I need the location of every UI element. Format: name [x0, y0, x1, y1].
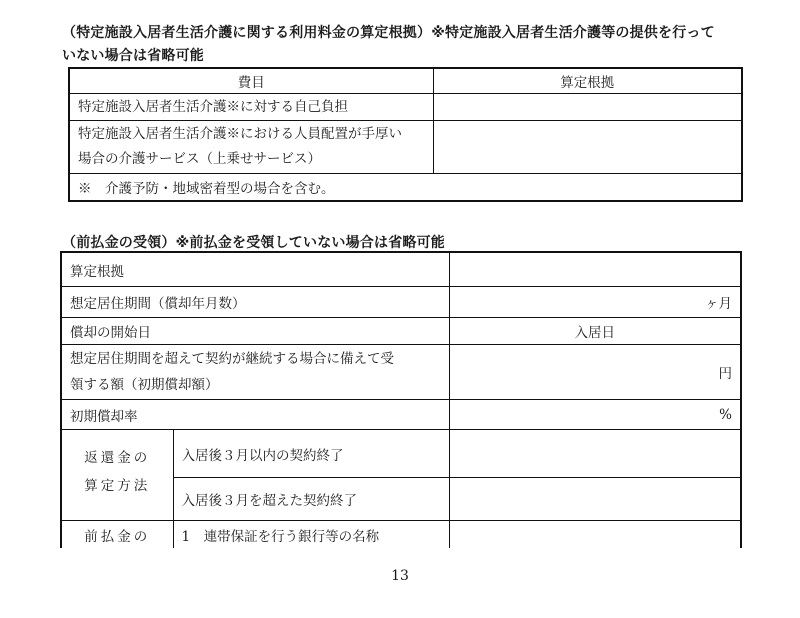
table-row [61, 318, 741, 345]
page-number: 13 [391, 568, 409, 584]
guarantor-bank-name-label: 1 連帯保証を行う銀行等の名称 [173, 521, 449, 549]
section1-heading-line1: （特定施設入居者生活介護に関する利用料金の算定根拠）※特定施設入居者生活介護等の提供を行って [62, 25, 715, 41]
label-rate: 初期償却率 [61, 400, 449, 430]
label-line: 返還金の [84, 450, 151, 466]
section1-heading-line2: いない場合は省略可能 [62, 48, 204, 64]
fee-basis-table [68, 67, 743, 202]
value-rate-unit: % [449, 400, 741, 430]
section2-heading: （前払金の受領）※前払金を受領していない場合は省略可能 [62, 235, 446, 251]
table-row [69, 121, 742, 174]
label-period: 想定居住期間（償却年月数） [61, 287, 449, 318]
refund-within-3-months: 入居後３月以内の契約終了 [173, 430, 449, 478]
label-start: 償却の開始日 [61, 318, 449, 345]
row-value-extra-service[interactable] [433, 121, 742, 174]
row-label-extra-service [69, 121, 433, 174]
row-label-line: 場合の介護サービス（上乗せサービス） [78, 151, 321, 167]
table-row [61, 287, 741, 318]
table-header-row [69, 68, 742, 94]
table-row [61, 430, 741, 478]
table-row [61, 521, 741, 549]
row-label-self-pay: 特定施設入居者生活介護※に対する自己負担 [69, 94, 433, 121]
column-header-basis: 算定根拠 [433, 68, 742, 94]
label-line: 算定方法 [84, 478, 151, 494]
refund-method-label [61, 430, 173, 521]
refund-after-3-months: 入居後３月を超えた契約終了 [173, 478, 449, 521]
table-row [69, 94, 742, 121]
label-initial-amount [61, 345, 449, 400]
guarantor-bank-name-value[interactable] [449, 521, 741, 549]
column-header-item: 費目 [69, 68, 433, 94]
label-basis: 算定根拠 [61, 252, 449, 287]
value-start: 入居日 [449, 318, 741, 345]
table-row [61, 345, 741, 400]
refund-within-3-months-value[interactable] [449, 430, 741, 478]
value-basis[interactable] [449, 252, 741, 287]
refund-after-3-months-value[interactable] [449, 478, 741, 521]
table-note: ※ 介護予防・地域密着型の場合を含む。 [69, 174, 742, 202]
table-note-row [69, 174, 742, 202]
table-row [61, 400, 741, 430]
label-line: 領する額（初期償却額） [70, 377, 219, 393]
value-initial-amount-unit: 円 [449, 345, 741, 400]
label-line: 想定居住期間を超えて契約が継続する場合に備えて受 [70, 351, 394, 367]
table-row [61, 252, 741, 287]
row-value-self-pay[interactable] [433, 94, 742, 121]
row-label-line: 特定施設入居者生活介護※における人員配置が手厚い [78, 126, 402, 142]
prepayment-table [60, 251, 742, 548]
prepay-protection-label: 前払金の [61, 521, 173, 549]
value-period-unit: ヶ月 [449, 287, 741, 318]
